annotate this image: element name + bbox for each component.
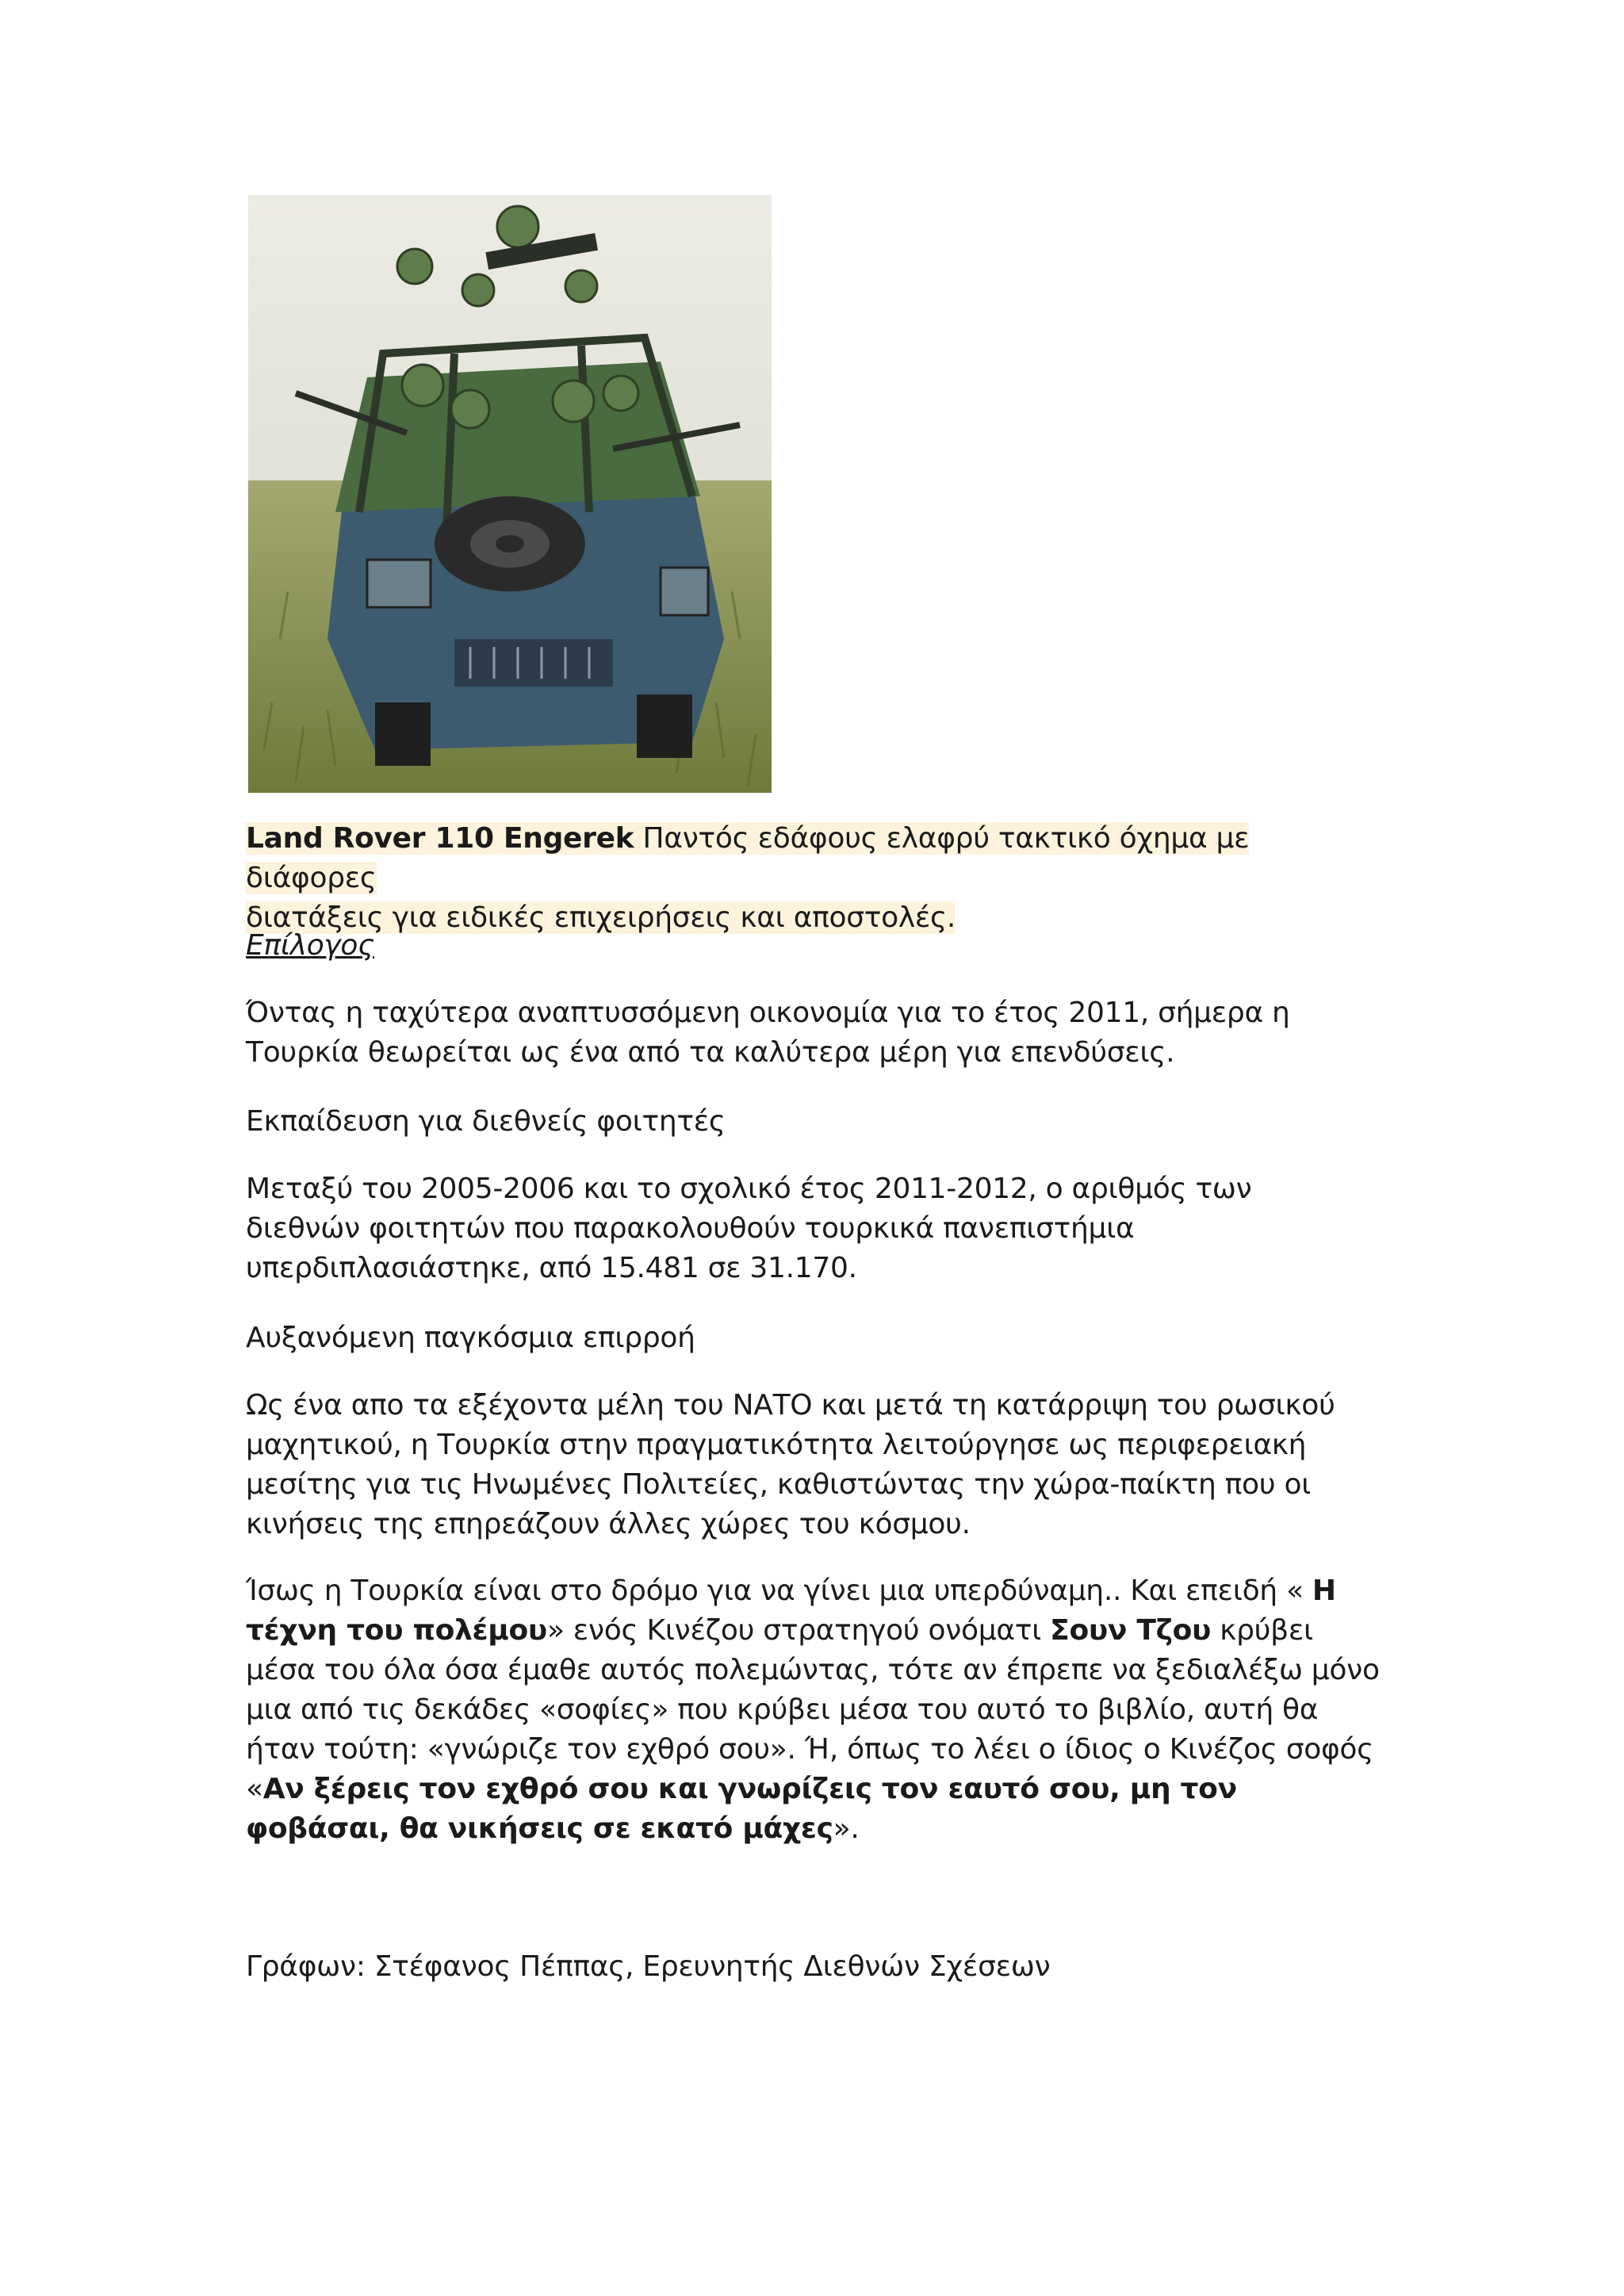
closing-bold-art-of-war: Η τέχνη του πολέμου bbox=[246, 1575, 1336, 1647]
caption-text-line1: Παντός εδάφους ελαφρύ τακτικό όχημα με διάφορες bbox=[246, 822, 1250, 894]
closing-part4: ». bbox=[833, 1812, 860, 1845]
closing-paragraph bbox=[246, 1571, 1388, 1849]
closing-bold-quote: Αν ξέρεις τον εχθρό σου και γνωρίζεις τον εαυτό σου, μη τον φοβάσαι, θα νικήσεις σε εκατό μάχες bbox=[246, 1773, 1237, 1845]
closing-part3: κρύβει μέσα του όλα όσα έμαθε αυτός πολεμώντας, τότε αν έπρεπε να ξεδιαλέξω μόνο μια από τις δεκάδες «σοφίες» που κρύβει μέσα του αυτό το βιβλίο, αυτή θα ήταν τούτη: «γνώριζε τον εχθρό σου». Ή, όπως το λέει ο ίδιος ο Κινέζος σοφός « bbox=[246, 1614, 1380, 1805]
caption-title: Land Rover 110 Engerek bbox=[246, 822, 634, 855]
closing-part2: » ενός Κινέζου στρατηγού ονόματι bbox=[546, 1614, 1051, 1647]
education-paragraph: Μεταξύ του 2005-2006 και το σχολικό έτος 2011-2012, ο αριθμός των διεθνών φοιτητών που παρακολουθούν τουρκικά πανεπιστήμια υπερδιπλασιάστηκε, από 15.481 σε 31.170. bbox=[246, 1173, 1252, 1284]
caption-text-line2: διατάξεις για ειδικές επιχειρήσεις και αποστολές. bbox=[246, 901, 956, 934]
caption-highlight bbox=[246, 822, 1249, 894]
influence-heading: Αυξανόμενη παγκόσμια επιρροή bbox=[246, 1322, 695, 1354]
influence-paragraph: Ως ένα απο τα εξέχοντα μέλη του ΝΑΤΟ και μετά τη κατάρριψη του ρωσικού μαχητικού, η Τουρκία στην πραγματικότητα λειτούργησε ως περιφερειακή μεσίτης για τις Ηνωμένες Πολιτείες, καθιστώντας την χώρα-παίκτη που οι κινήσεις της επηρεάζουν άλλες χώρες του κόσμου. bbox=[246, 1389, 1335, 1540]
influence-heading-block bbox=[246, 1318, 1388, 1358]
vehicle-photo bbox=[248, 195, 772, 793]
influence-paragraph-block bbox=[246, 1386, 1372, 1544]
photo-caption bbox=[246, 819, 1388, 938]
closing-bold-sun-tzu: Σουν Τζου bbox=[1050, 1614, 1212, 1647]
epilogue-paragraph-block bbox=[246, 993, 1380, 1073]
education-heading: Εκπαίδευση για διεθνείς φοιτητές bbox=[246, 1105, 726, 1138]
epilogue-heading-block bbox=[246, 926, 1388, 966]
author-block bbox=[246, 1947, 1388, 1987]
military-vehicle-photo-icon bbox=[248, 195, 772, 793]
closing-part1: Ίσως η Τουρκία είναι στο δρόμο για να γίνει μια υπερδύναμη.. Και επειδή « bbox=[246, 1575, 1312, 1607]
epilogue-paragraph: Όντας η ταχύτερα αναπτυσσόμενη οικονομία για το έτος 2011, σήμερα η Τουρκία θεωρείται ως ένα από τα καλύτερα μέρη για επενδύσεις. bbox=[246, 997, 1290, 1069]
education-heading-block bbox=[246, 1102, 1388, 1142]
author-line: Γράφων: Στέφανος Πέππας, Ερευνητής Διεθνών Σχέσεων bbox=[246, 1950, 1051, 1983]
epilogue-heading: Επίλογος bbox=[246, 929, 374, 962]
closing-paragraph-block bbox=[246, 1571, 1388, 1849]
education-paragraph-block bbox=[246, 1169, 1372, 1288]
